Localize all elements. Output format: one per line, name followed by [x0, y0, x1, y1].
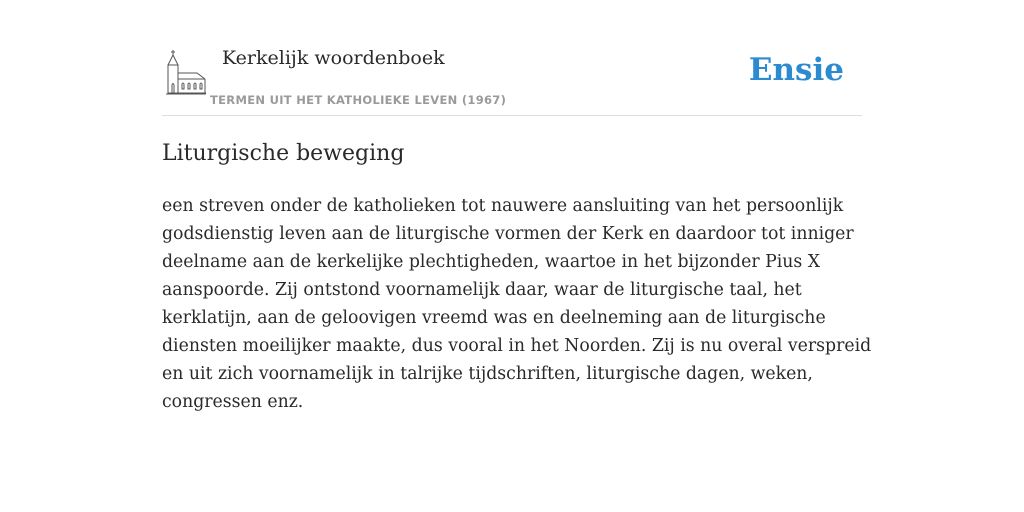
dictionary-header [162, 40, 862, 116]
church-icon [165, 49, 207, 95]
entry-body-line: godsdienstig leven aan de liturgische vormen der Kerk en daardoor tot inniger [162, 224, 854, 244]
entry-body-line: deelname aan de kerkelijke plechtigheden, waartoe in het bijzonder Pius X [162, 252, 821, 272]
entry-title: Liturgische beweging [162, 141, 405, 166]
entry-body [162, 192, 872, 416]
ensie-logo-link[interactable]: Ensie [748, 52, 844, 88]
entry-body-line: kerklatijn, aan de geloovigen vreemd was en deelneming aan de liturgische [162, 308, 826, 328]
dictionary-subtitle: TERMEN UIT HET KATHOLIEKE LEVEN (1967) [210, 93, 507, 107]
entry-body-line: congressen enz. [162, 392, 304, 412]
entry-body-line: een streven onder de katholieken tot nauwere aansluiting van het persoonlijk [162, 196, 844, 216]
entry-body-line: en uit zich voornamelijk in talrijke tijdschriften, liturgische dagen, weken, [162, 364, 813, 384]
dictionary-title[interactable]: Kerkelijk woordenboek [222, 47, 445, 69]
entry-body-line: diensten moeilijker maakte, dus vooral in het Noorden. Zij is nu overal verspreid [162, 336, 872, 356]
entry-body-line: aanspoorde. Zij ontstond voornamelijk daar, waar de liturgische taal, het [162, 280, 802, 300]
